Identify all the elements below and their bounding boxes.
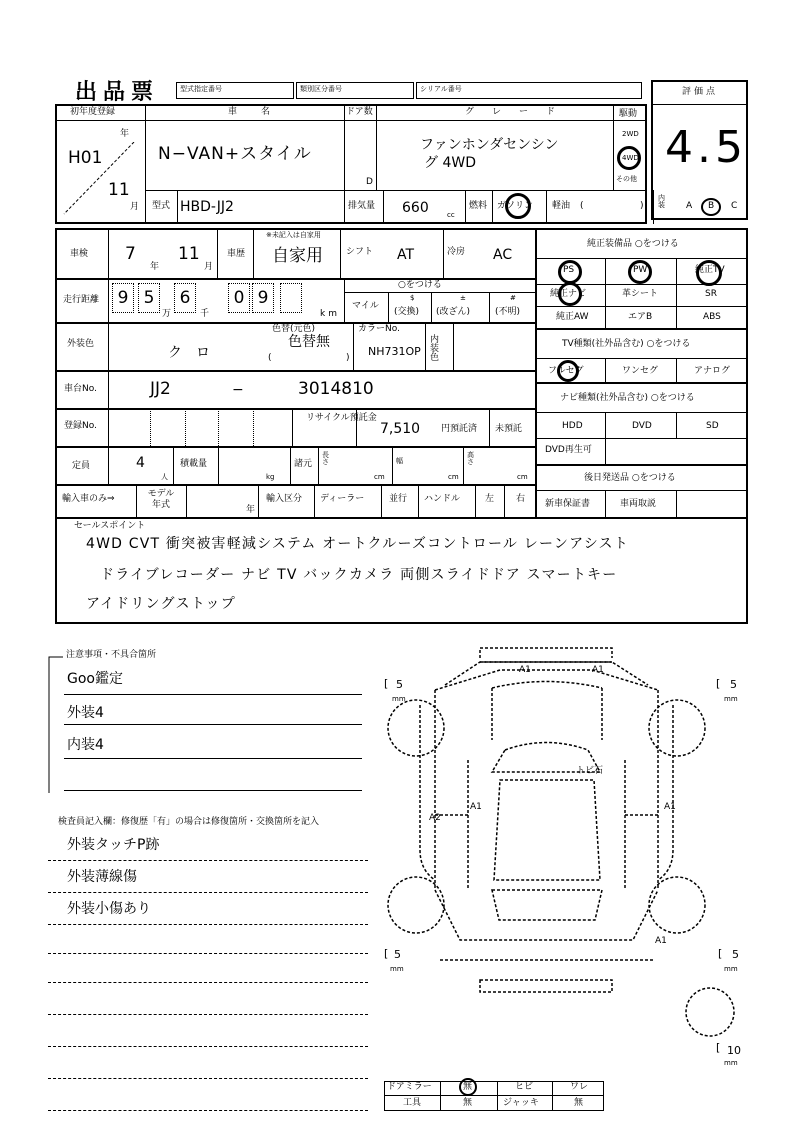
damage-mark: トビ石 [576,766,604,776]
capacity-label: 定員 [72,461,91,471]
repaint-paren: ( [268,353,272,363]
tread-fl-bracket: [ [384,677,389,690]
month-unit: 月 [130,202,140,212]
sales-line: 4WD CVT 衝突被害軽減システム オートクルーズコントロール レーンアシスト [86,536,629,552]
mileage-digit: 9 [112,283,134,313]
car-name: N−VAN+スタイル [158,144,312,164]
tread-rl-bracket: [ [384,947,389,960]
chassis-prefix: JJ2 [150,379,171,399]
drive-2wd: 2WD [622,130,639,138]
mirror-value: 無 [463,1082,473,1092]
tv-fullseg: フルセグ [548,366,584,376]
color-label: 外装色 [67,339,95,349]
height-cm: cm [517,473,528,481]
later-manual: 車両取説 [620,499,657,509]
tread-fr: 5 [730,678,737,691]
reg-no-label: 登録No. [64,421,97,431]
sales-line: アイドリングストップ [86,596,236,612]
displacement: 660 [402,200,429,216]
shift-value: AT [397,247,415,263]
year-unit: 年 [120,129,130,139]
ac-label: 冷房 [447,247,466,257]
tread-spare: 10 [727,1044,741,1057]
fuel-gas: ガソリン [497,201,534,211]
first-reg-month: 11 [108,180,130,200]
grade-line2: グ 4WD [424,155,476,171]
exchange-label: (交換) [394,307,420,317]
parallel-label: 並行 [389,494,408,504]
repaint-paren-close: ) [346,353,350,363]
interior-b: B [708,201,715,211]
car-diagram [380,640,750,1080]
tread-fr-mm: mm [724,695,738,703]
right-label: 右 [516,494,526,504]
handle-label: ハンドル [424,494,461,504]
fuel-paren-close: ) [640,201,644,211]
person-unit: 人 [161,473,168,481]
drive-4wd: 4WD [622,154,639,162]
type-label: 型式 [152,201,171,211]
interior-color-label: 内装色 [430,335,440,363]
recycle-label: リサイクル預託金 [306,413,377,423]
equip-tv: 純正TV [695,265,725,275]
navi-hdd: HDD [562,421,583,431]
repaint-label: 色替(元色) [272,324,316,334]
fuel-paren: ( [580,201,584,211]
interior-a: A [686,201,693,211]
crack-label: ヒビ [515,1082,534,1092]
equip-abs: ABS [703,312,721,322]
tamper-sym: ± [460,294,466,302]
tools-value: 無 [463,1098,473,1108]
color-no: NH731OP [368,345,421,358]
jack-label: ジャッキ [503,1098,539,1108]
equip-pw-circle [628,260,652,284]
doors-suffix: D [366,177,373,187]
drive-4wd-circle [617,146,641,170]
chassis-dash: − [232,382,244,398]
length-cm: cm [374,473,385,481]
fuel-label: 燃料 [469,201,488,211]
interior-b-circle [701,198,721,216]
height-label: 高さ [467,451,474,466]
navi-title: ナビ種類(社外品含む) ○をつける [560,393,695,403]
circle-note: ○をつける [398,280,442,290]
exchange-sym: $ [410,294,415,302]
mileage-digit: 5 [138,283,160,313]
mile-label: マイル [352,301,379,311]
unknown-sym: # [510,294,516,302]
mirror-label: ドアミラー [387,1082,432,1092]
later-title: 後日発送品 ○をつける [584,473,676,483]
note-line: 外装4 [67,705,104,721]
length-label: 長さ [322,451,329,466]
dvd-label: DVD再生可 [545,445,592,455]
form-title: 出品票 [75,80,160,105]
displacement-label: 排気量 [348,201,376,211]
equip-pw: PW [633,265,648,275]
doors-label: ドア数 [346,107,373,117]
fuel-gas-circle [505,193,531,219]
model-year-unit: 年 [246,505,256,515]
navi-dvd: DVD [632,421,652,431]
tools-label: 工具 [403,1098,422,1108]
interior-c: C [731,201,738,211]
tread-fl-mm: mm [392,695,406,703]
damage-mark: A1 [664,802,676,812]
mileage-digit-blank [280,283,302,313]
first-reg-label: 初年度登録 [70,107,116,117]
dealer-label: ディーラー [320,494,365,504]
damage-mark: A1 [519,665,531,675]
chassis-label: 車台No. [64,384,97,394]
later-warranty: 新車保証書 [545,499,591,509]
model-year-label: モデル年式 [147,489,175,510]
unknown-label: (不明) [495,307,521,317]
history-value: 自家用 [272,246,323,266]
recycle-paid: 円預託済 [441,424,478,434]
history-note: ※未記入は自家用 [266,231,321,239]
exterior-color: クロ [168,345,224,361]
equip-leather: 革シート [622,289,659,299]
inspection-year: 7 [125,244,136,264]
equipment-title: 純正装備品 ○をつける [587,239,679,249]
notes-label: 注意事項・不具合箇所 [66,650,157,660]
first-reg-year: H01 [68,148,103,168]
damage-mark: A1 [470,802,482,812]
rating-value: 4.5 [665,122,747,173]
mileage-label: 走行距離 [63,295,100,305]
chassis-no: 3014810 [298,379,374,399]
equip-navi-circle [558,282,582,306]
model-cert-label: 型式指定番号 [180,85,222,93]
man-unit: 万 [162,309,172,319]
recycle-unpaid: 未預託 [495,424,523,434]
equip-airbag: エアB [628,312,653,322]
interior-label: 内装 [658,194,665,209]
repaint-value: 色替無 [288,334,330,350]
equip-navi: 純正ナビ [550,289,587,299]
width-label: 幅 [396,457,403,465]
mirror-circle [459,1078,477,1096]
tv-fullseg-circle [557,360,579,382]
import-label: 輸入車のみ⇒ [62,494,115,504]
tread-fr-bracket: [ [716,677,721,690]
inspector-line: 外装タッチP跡 [67,837,160,853]
tv-title: TV種類(社外品含む) ○をつける [562,339,691,349]
dims-label: 諸元 [294,459,313,469]
tread-spare-mm: mm [724,1059,738,1067]
inspection-month-unit: 月 [204,262,214,272]
inspection-month: 11 [178,244,200,264]
tread-rr-mm: mm [724,965,738,973]
capacity: 4 [136,455,145,471]
tread-rl-mm: mm [390,965,404,973]
recycle-amount: 7,510 [380,421,421,437]
tread-spare-bracket: [ [716,1041,721,1054]
inspector-label: 検査員記入欄：修復歴「有」の場合は修復箇所・交換箇所を記入 [58,817,320,827]
jack-value: 無 [574,1098,584,1108]
note-line: Goo鑑定 [67,671,123,687]
note-line: 内装4 [67,737,104,753]
mileage-digit: 0 [228,283,250,313]
damage-mark: A2 [429,813,441,823]
drive-label: 駆動 [619,109,638,119]
shift-label: シフト [346,247,374,257]
tamper-label: (改ざん) [436,307,471,317]
mileage-digit: 6 [174,283,196,313]
class-label: 類別区分番号 [300,85,342,93]
load-label: 積載量 [180,459,208,469]
model-type: HBD-JJ2 [180,199,234,215]
import-class-label: 輸入区分 [266,494,303,504]
navi-sd: SD [706,421,719,431]
cc-unit: cc [447,211,455,219]
damage-mark: A1 [655,936,667,946]
grade-label: グレード [465,107,574,117]
mileage-digit: 9 [252,283,274,313]
tv-oneseg: ワンセグ [622,366,659,376]
sen-unit: 千 [200,309,210,319]
tv-analog: アナログ [694,366,731,376]
kg-unit: kg [266,473,275,481]
fuel-diesel: 軽油 [552,201,571,211]
break-label: ワレ [570,1082,589,1092]
km-unit: km [320,309,340,319]
tread-fl: 5 [396,678,403,691]
tread-rl: 5 [394,948,401,961]
drive-other: その他 [616,175,637,183]
left-label: 左 [485,494,495,504]
ac-value: AC [493,247,513,263]
inspection-year-unit: 年 [150,262,160,272]
color-no-label: カラーNo. [358,324,400,334]
serial-label: シリアル番号 [420,85,462,93]
width-cm: cm [448,473,459,481]
tread-rr-bracket: [ [718,947,723,960]
car-name-label: 車名 [228,107,295,117]
equip-tv-circle [696,260,722,286]
rating-label: 評価点 [682,87,719,97]
sales-points-label: セールスポイント [74,521,146,531]
equip-ps-circle [558,260,582,284]
history-label: 車歴 [227,249,246,259]
damage-mark: A1 [592,665,604,675]
equip-aw: 純正AW [556,312,589,322]
equip-ps: PS [563,265,575,275]
equip-sr: SR [705,289,717,299]
tread-rr: 5 [732,948,739,961]
grade-line1: ファンホンダセンシン [420,137,559,153]
inspector-line: 外装薄線傷 [67,869,137,885]
sales-line: ドライブレコーダー ナビ TV バックカメラ 両側スライドドア スマートキー [100,567,618,583]
inspector-line: 外装小傷あり [67,901,151,917]
inspection-label: 車検 [70,249,89,259]
